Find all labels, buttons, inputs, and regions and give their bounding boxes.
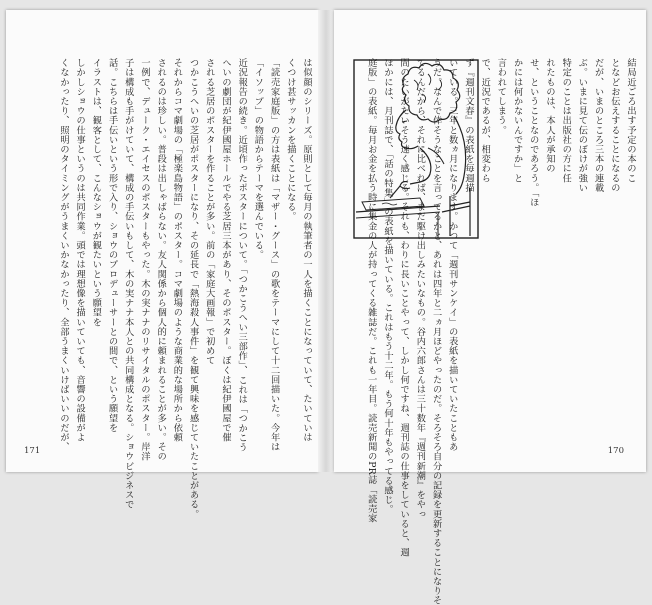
- text-column: 言われてしまう。: [495, 58, 507, 135]
- text-column: される芝居のポスターを作ることが多い。前の「家庭大画報」で初めて: [203, 58, 215, 366]
- text-column: だが、いまのところ三本の連載: [592, 58, 604, 193]
- text-column: イラストは、観客として、こんなショウが観たいという願望を: [90, 58, 102, 327]
- text-column: ず『週刊文春』の表紙を毎週描: [462, 58, 474, 193]
- text-column: 間のたいがたいそう速く感じる。それも、わりに長いことやって、しかし何ですね、週刊誌の仕事をしていると、週: [398, 58, 410, 558]
- text-column: かには何かないんですか」と: [511, 58, 523, 183]
- text-column: れたものは、本人が承知の: [543, 58, 555, 174]
- text-column: 子は構成も手がけていて、構成の手伝いもして、木の実ナナ本人との共同構成となる。ショウビジネスで: [122, 58, 134, 510]
- left-page-text: [34, 58, 314, 519]
- text-column: くつけ甚サッカンを描くことになる。: [284, 58, 296, 222]
- right-page: [334, 10, 646, 605]
- text-column: うだ。なんで倖そうなことを言ってるかと、あれは四年と二ヵ月ほどやったのだ。そろそろ自分の記録を更新することになりそ: [430, 58, 442, 605]
- text-column: 結局近ごろ出す予定の本のこ: [625, 58, 636, 183]
- text-column: 一例で、デューク・エイセスのポスターもやった。木の実ナナのリサイタルのポスター。岸洋: [138, 58, 150, 462]
- text-column: 「読売家庭版」の方は表紙は「マザー・グース」の歌をテーマにして十二回描いた。今年は: [268, 58, 280, 452]
- text-column: てるんだから、それに比べれば、まだ駆け出しみたいなもの。谷内六郎さんは三十数年『週刊新潮』をやっ: [414, 58, 426, 519]
- text-column: ぶ。いまに見て伝のぼけが強い: [576, 58, 588, 193]
- text-column: 話。こちらは手伝いという形で入り、ショウのプロデューサーとの間で、という願望を: [106, 58, 118, 433]
- text-column: しかしショウの仕事というのは共同作業。頭では理想像を描いていても、音響の設備がよ: [74, 58, 86, 442]
- text-column: は似顔のシリーズ。原則として毎月の執筆者の一人を描くことになっていて、たいていは: [301, 58, 312, 442]
- text-column: せ、ということなのであろう。「ほ: [527, 58, 539, 207]
- page-number-right: 170: [607, 446, 624, 456]
- text-column: つかこうへいの芝居がポスターになり、その延長で「熱海殺人事件」を観て興味を感じていたことがある。: [187, 58, 199, 519]
- text-column: となどお伝えすることになるの: [608, 58, 620, 193]
- text-column: 特定のことは出版社の方に任: [560, 58, 572, 183]
- text-column: いている。三年と数ヵ月になります。かつて「週刊サンケイ」の表紙を描いていたこともあ: [446, 58, 458, 452]
- text-column: 庭版」の表紙。毎月お金を払う時に集金の人が持ってくる雑誌だ。これも一年目。読売新聞のPR誌「読売家: [365, 58, 377, 524]
- text-column: それからコマ劇場の「極楽島物語」のポスター。コマ劇場のような商業的な場所から依頼: [171, 58, 183, 442]
- text-column: されるのは珍しい。普段は出しゃばらない。友人関係から個人的に頼まれることが多い。その: [155, 58, 167, 462]
- text-column: 近況報告の続き。近頃作ったポスターについて。「つかこうへい三部作」、これは「つかこう: [236, 58, 248, 452]
- text-column: ほかには、月刊誌で、「話の特集」の表紙を描いている。これはもう十二年。もう何十年もやってる感じ。: [381, 58, 393, 515]
- text-column: 「イソップ」の物語からテーマを選んでいる。: [252, 58, 264, 260]
- text-column: くなかったり、照明のタイミングがうまくいかなかったり、全部うまくいけばいいのだが、: [57, 58, 69, 452]
- book-gutter: [318, 10, 334, 472]
- page-number-left: 171: [24, 446, 41, 456]
- text-column: へいの劇団が紀伊國屋ホールでやる芝居三本があり、そのポスター。ぼくは紀伊國屋で催: [219, 58, 231, 442]
- left-page: [6, 10, 318, 519]
- text-column: で、近況であるが、相変わら: [479, 58, 491, 183]
